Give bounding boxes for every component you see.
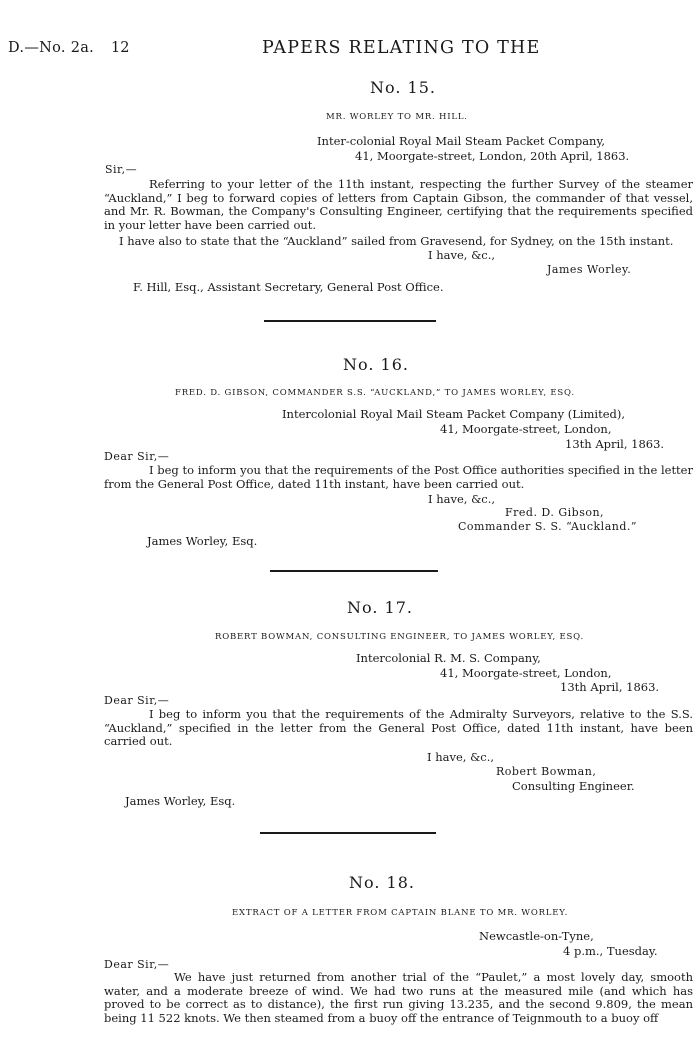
sender-address-line: 41, Moorgate-street, London, 20th April, 1863. [355,149,630,163]
letter-number: No. 15. [370,78,436,97]
signature-title: Consulting Engineer. [512,779,635,793]
sender-address-line: Newcastle-on-Tyne, [479,929,594,943]
salutation: Dear Sir,— [104,694,170,707]
page-number: 12 [111,40,130,56]
sender-address-line: 41, Moorgate-street, London, [440,666,612,680]
signature: Fred. D. Gibson, [505,506,605,519]
salutation: Dear Sir,— [104,958,170,971]
sender-address-line: Inter-colonial Royal Mail Steam Packet Company, [317,134,606,148]
signature-title: Commander S. S. “Auckland.” [458,520,638,533]
letter-number: No. 17. [347,598,413,617]
salutation: Dear Sir,— [104,450,170,463]
section-divider [260,832,436,834]
letter-paragraph: Referring to your letter of the 11th instant, respecting the further Survey of the steamer “Auckland,” I beg to forward copies of letters from Captain Gibson, the commander of that vessel, and Mr. R. Bowman, the Company's Consulting Engineer, certifying that the requirements specified in your letter have been carried out. [104,177,693,232]
letter-heading: MR. WORLEY TO MR. HILL. [326,112,468,122]
sender-address-line: 13th April, 1863. [560,680,660,694]
closing: I have, &c., [427,750,495,764]
salutation: Sir,— [105,163,138,176]
letter-paragraph: We have just returned from another trial of the “Paulet,” a most lovely day, smooth water, and a moderate breeze of wind. We had two runs at the measured mile (and which has proved to be correct as to distance), the first run giving 13.235, and the second 9.809, the mean being 11 522 knots. We then steamed from a buoy off the entrance of Teignmouth to a buoy off [104,970,693,1025]
sender-address-line: 4 p.m., Tuesday. [563,944,658,958]
sender-address-line: Intercolonial R. M. S. Company, [356,651,541,665]
letter-paragraph: I have also to state that the “Auckland” sailed from Gravesend, for Sydney, on the 15th instant. [119,234,674,248]
letter-paragraph: I beg to inform you that the requirements of the Post Office authorities specified in the letter from the General Post Office, dated 11th instant, have been carried out. [104,463,693,491]
sender-address-line: 41, Moorgate-street, London, [440,422,612,436]
addressee: F. Hill, Esq., Assistant Secretary, General Post Office. [133,280,444,294]
closing: I have, &c., [428,492,496,506]
sender-address-line: 13th April, 1863. [565,437,665,451]
closing: I have, &c., [428,248,496,262]
running-title: PAPERS RELATING TO THE [262,38,541,58]
letter-heading: EXTRACT OF A LETTER FROM CAPTAIN BLANE TO MR. WORLEY. [232,908,569,918]
section-divider [270,570,438,572]
signature: Robert Bowman, [496,765,597,778]
letter-number: No. 16. [343,355,409,374]
sender-address-line: Intercolonial Royal Mail Steam Packet Company (Limited), [282,407,626,421]
document-reference: D.—No. 2a. [8,40,95,56]
letter-paragraph: I beg to inform you that the requirements of the Admiralty Surveyors, relative to the S.S. “Auckland,” specified in the letter from the General Post Office, dated 11th instant, have been carried out. [104,707,693,749]
letter-heading: FRED. D. GIBSON, COMMANDER S.S. “AUCKLAND,” TO JAMES WORLEY, ESQ. [175,388,575,398]
addressee: James Worley, Esq. [125,794,236,808]
addressee: James Worley, Esq. [147,534,258,548]
letter-heading: ROBERT BOWMAN, CONSULTING ENGINEER, TO JAMES WORLEY, ESQ. [215,632,585,642]
signature: James Worley. [547,263,632,276]
letter-number: No. 18. [349,873,415,892]
section-divider [264,320,436,322]
